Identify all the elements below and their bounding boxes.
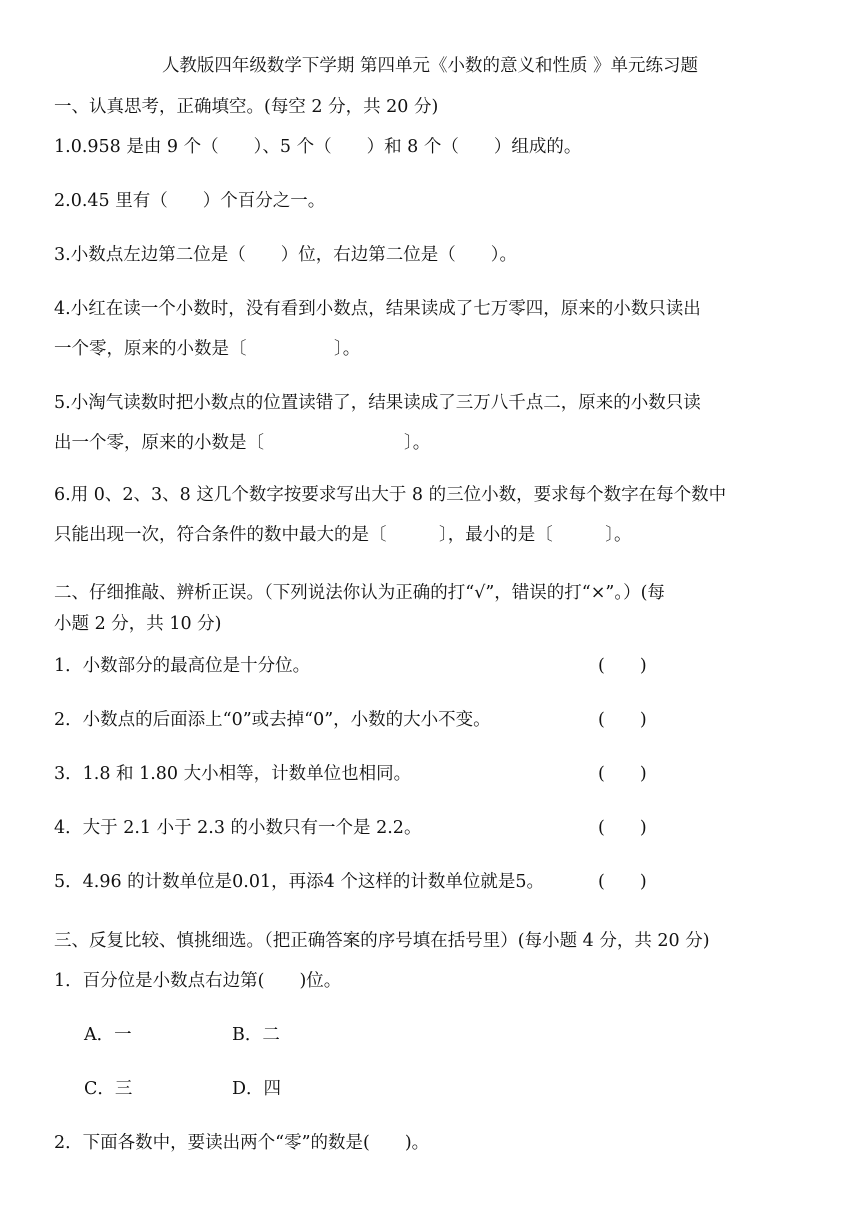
- question-1-4-line-2: 一个零，原来的小数是〔 〕。: [54, 339, 361, 359]
- question-1-5-line-2: 出一个零，原来的小数是〔 〕。: [54, 433, 431, 453]
- judge-item-3: [54, 762, 814, 786]
- question-1-5-line-1: 5.小淘气读数时把小数点的位置读错了，结果读成了三万八千点二，原来的小数只读: [54, 393, 701, 413]
- choice-question-2: 2．下面各数中，要读出两个“零”的数是( )。: [54, 1133, 430, 1153]
- judge-answer-bracket: ( ): [598, 764, 647, 784]
- section-1-heading: 一、认真思考，正确填空。(每空 2 分，共 20 分): [54, 97, 439, 117]
- judge-item-5: [54, 870, 814, 894]
- judge-item-1: [54, 654, 814, 678]
- section-2-heading-line-1: 二、仔细推敲、辨析正误。（下列说法你认为正确的打“√”，错误的打“×”。）(每: [54, 583, 665, 603]
- judge-answer-bracket: ( ): [598, 818, 647, 838]
- judge-item-4: [54, 816, 814, 840]
- judge-item-text: 4．大于 2.1 小于 2.3 的小数只有一个是 2.2。: [54, 818, 422, 838]
- worksheet-title: 人教版四年级数学下学期 第四单元《小数的意义和性质 》单元练习题: [161, 56, 699, 76]
- choice-option-d: D．四: [232, 1079, 282, 1099]
- choice-question-1: 1．百分位是小数点右边第( )位。: [54, 971, 342, 991]
- question-1-1: 1.0.958 是由 9 个（ ）、5 个（ ）和 8 个（ ）组成的。: [54, 137, 582, 157]
- judge-answer-bracket: ( ): [598, 872, 647, 892]
- question-1-6-line-2: 只能出现一次，符合条件的数中最大的是〔 〕，最小的是〔 〕。: [54, 525, 632, 545]
- section-2-heading-line-2: 小题 2 分，共 10 分): [54, 614, 222, 634]
- choice-option-b: B．二: [232, 1025, 280, 1045]
- choice-option-a: A．一: [84, 1025, 132, 1045]
- section-3-heading: 三、反复比较、慎挑细选。（把正确答案的序号填在括号里）(每小题 4 分，共 20 分): [54, 931, 710, 951]
- judge-item-text: 1．小数部分的最高位是十分位。: [54, 656, 311, 676]
- question-1-6-line-1: 6.用 0、2、3、8 这几个数字按要求写出大于 8 的三位小数，要求每个数字在每个数中: [54, 485, 727, 505]
- judge-item-text: 5．4.96 的计数单位是0.01，再添4 个这样的计数单位就是5。: [54, 872, 544, 892]
- question-1-3: 3.小数点左边第二位是（ ）位，右边第二位是（ ）。: [54, 245, 517, 265]
- choice-option-c: C．三: [84, 1079, 133, 1099]
- judge-answer-bracket: ( ): [598, 710, 647, 730]
- judge-item-text: 3．1.8 和 1.80 大小相等，计数单位也相同。: [54, 764, 412, 784]
- judge-item-text: 2．小数点的后面添上“0”或去掉“0”，小数的大小不变。: [54, 710, 491, 730]
- question-1-4-line-1: 4.小红在读一个小数时，没有看到小数点，结果读成了七万零四，原来的小数只读出: [54, 299, 701, 319]
- question-1-2: 2.0.45 里有（ ）个百分之一。: [54, 191, 326, 211]
- judge-item-2: [54, 708, 814, 732]
- judge-answer-bracket: ( ): [598, 656, 647, 676]
